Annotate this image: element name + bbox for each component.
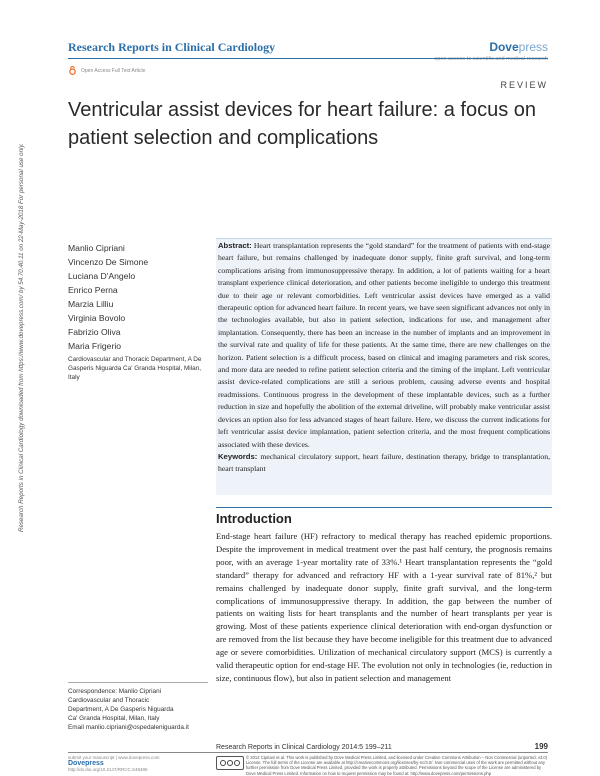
doi-link[interactable]: http://dx.doi.org/10.2147/RRCC.S48486: [68, 767, 148, 772]
author-name: Luciana D'Angelo: [68, 271, 136, 281]
correspondence-divider: [68, 682, 208, 683]
publisher-logo[interactable]: [434, 40, 548, 54]
license-text: © 2014 Cipriani et al. This work is published by Dove Medical Press Limited, and licensed under Creative Commons Attribution – Non Commercial (unported, v3.0) License. The full terms of the License are available at http://creativecommons.org/licenses/by-nc/3.0/. Non-commercial uses of the work are permitted without any further permission from Dove Medical Press Limited, provided the work is properly attributed. Permissions beyond the scope of the License are administered by Dove Medical Press Limited. Information on how to request permission may be found at: http://www.dovepress.com/permissions.php: [246, 755, 548, 776]
keywords-text: mechanical circulatory support, heart failure, destination therapy, bridge to transplantation, heart transplant: [218, 451, 550, 474]
open-access-row: [68, 66, 145, 75]
publisher-tagline: open access to scientific and medical research: [434, 56, 548, 62]
abstract-body: Heart transplantation represents the “gold standard” for the treatment of patients with end-stage heart failure, but remains challenged by inadequate donor supply, finite graft survival, and long-term complications arising from immunosuppressive therapy. In addition, a lot of patients waiting for a heart transplant experience clinical deterioration, and other patients become ineligible to undergo this treatment due to their age or relevant comorbidities. Left ventricular assist devices have emerged as a valid therapeutic option for advanced heart failure. In recent years, we have seen significant advances not only in the technologies available, but also in patient selection, indications for use, and management after implantation. Consequently, there has been an increase in the number of implants and an improvement in the survival rate and quality of life for these patients. At the same time, there are new challenges on the horizon. Patient selection is a difficult process, based on clinical and imaging parameters and risk scores, and more data are needed to refine patient selection criteria and the timing of the implant. Left ventricular assist device-related complications are still a serious problem, causing adverse events and hospital readmissions. Continuous progress in the development of these implantable devices, such as a further reduction in size and hopefully the abolition of the external driveline, will probably make ventricular assist devices an option also for less advanced stages of heart failure. Here, we discuss the current indications for left ventricular assist device implantation, patient selection criteria, and the most frequent complications associated with these devices.: [218, 241, 550, 449]
abstract-label: Abstract:: [218, 241, 252, 250]
footer-divider: [68, 752, 548, 753]
correspondence-block: [68, 687, 213, 732]
correspondence-email[interactable]: Email manlio.cipriani@ospedaleniguarda.it: [68, 724, 189, 731]
publisher-logo-bold: Dove: [489, 40, 519, 54]
author-name: Maria Frigerio: [68, 341, 122, 351]
download-note: Research Reports in Clinical Cardiology downloaded from https://www.dovepress.com/ by 54.70.40.11 on 22-May-2018 For personal use only.: [18, 143, 25, 532]
author-list: [68, 241, 208, 353]
author-name: Virginia Bovolo: [68, 313, 126, 323]
author-name: Vincenzo De Simone: [68, 257, 149, 267]
footer-left-block: [68, 755, 159, 773]
header-divider: [68, 58, 548, 59]
journal-title: Research Reports in Clinical Cardiology: [68, 40, 276, 54]
article-title: Ventricular assist devices for heart failure: a focus on patient selection and complications: [68, 99, 537, 149]
author-name: Manlio Cipriani: [68, 243, 125, 253]
abstract: [218, 240, 550, 476]
cc-license-icon[interactable]: [216, 756, 244, 770]
footer-citation: Research Reports in Clinical Cardiology 2014:5 199–211: [216, 744, 392, 751]
open-access-label: Open Access Full Text Article: [81, 67, 146, 74]
publisher-logo-light: press: [518, 40, 548, 54]
correspondence-line: Cardiovascular and Thoracic: [68, 697, 150, 704]
introduction-heading: Introduction: [216, 511, 292, 526]
correspondence-line: Department, A De Gasperis Niguarda: [68, 706, 174, 713]
author-affiliation: Cardiovascular and Thoracic Department, A De Gasperis Niguarda Ca' Granda Hospital, Milan, Italy: [68, 356, 202, 381]
author-name: Fabrizio Oliva: [68, 327, 121, 337]
introduction-body: End-stage heart failure (HF) refractory to medical therapy has reached epidemic proportions. Despite the improvement in medical treatment over the past half century, the prognosis remains poor, with an average 1-year mortality rate of 33%.¹ Heart transplantation represents the “gold standard” therapy for advanced and refractory HF with a 1-year survival rate of 81%,² but remains challenged by inadequate donor supply, finite graft survival, and the long-term complications of immunosuppressive therapy. In addition, the gap between the number of patients on waiting lists for heart transplants and the number of heart transplants per year is growing. Most of these patients experience clinical deterioration with end-organ dysfunction or are removed from the list because they have become ineligible for this treatment due to advanced age or severe comorbidities. Utilization of mechanical circulatory support (MCS) is currently a valid therapeutic option for end-stage HF. The evolution not only in technologies (ie, reduction in size, continuous flow), but also in patient selection and management: [216, 531, 552, 683]
open-access-lock-icon: [68, 66, 77, 75]
correspondence-line: Correspondence: Manlio Cipriani: [68, 688, 162, 695]
correspondence-line: Ca' Granda Hospital, Milan, Italy: [68, 715, 160, 722]
footer-publisher-logo[interactable]: Dovepress: [68, 760, 104, 767]
author-name: Marzia Lilliu: [68, 299, 114, 309]
author-name: Enrico Perna: [68, 285, 118, 295]
submit-manuscript-link[interactable]: submit your manuscript | www.dovepress.com: [68, 755, 160, 760]
page-number: 199: [534, 742, 548, 751]
introduction-divider: [216, 507, 552, 508]
keywords-label: Keywords:: [218, 451, 258, 461]
article-type: REVIEW: [500, 80, 548, 90]
